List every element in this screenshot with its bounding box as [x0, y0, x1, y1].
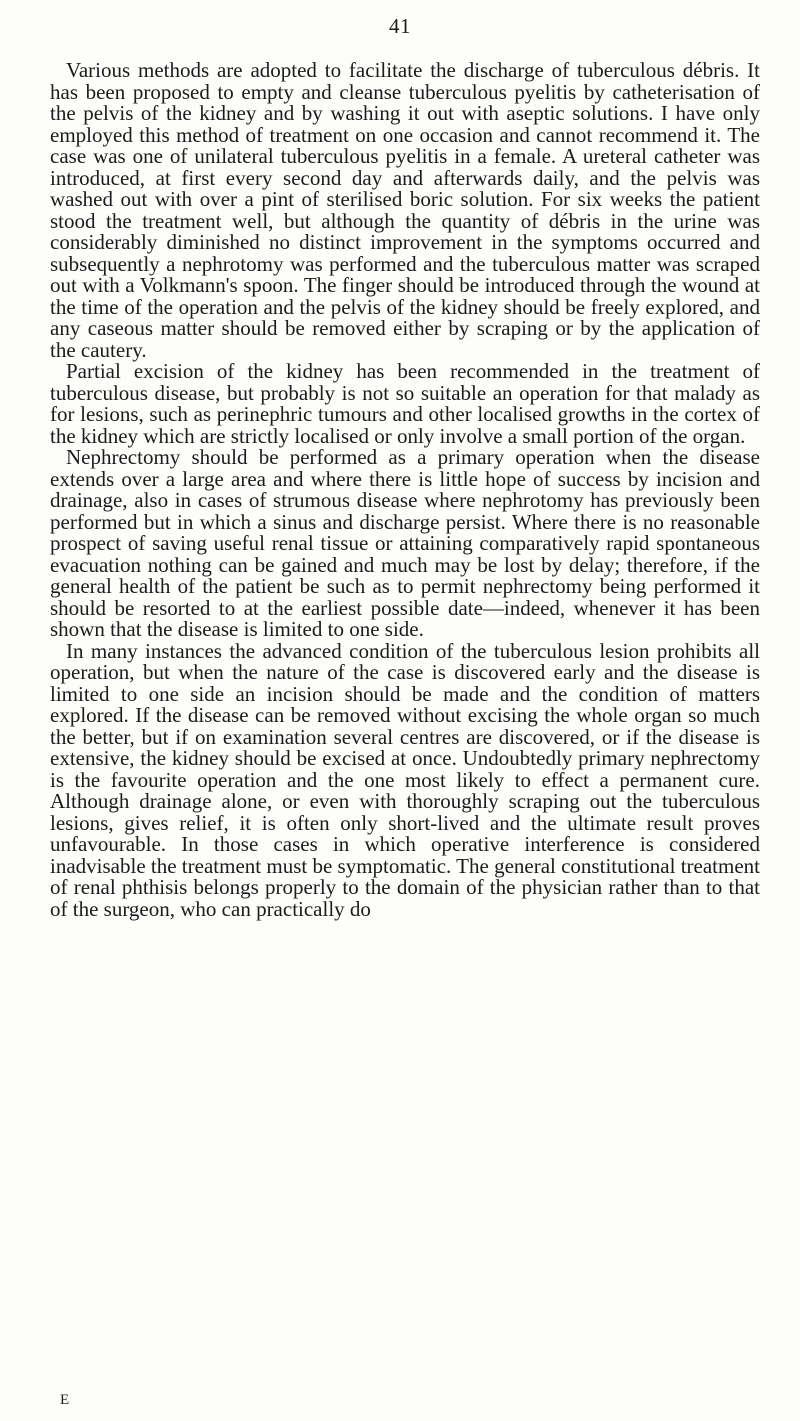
- signature-mark: E: [60, 1392, 70, 1408]
- body-text: [50, 60, 760, 920]
- paragraph-drainage-methods: Various methods are adopted to facilitate the discharge of tuberculous débris. It has been proposed to empty and cleanse tuberculous pyelitis by catheterisation of the pelvis of the kidney and by washing it out with aseptic solutions. I have only employed this method of treatment on one occasion and cannot recommend it. The case was one of unilateral tuberculous pyelitis in a female. A ureteral catheter was introduced, at first every second day and afterwards daily, and the pelvis was washed out with over a pint of sterilised boric solution. For six weeks the patient stood the treatment well, but although the quantity of débris in the urine was considerably diminished no distinct improvement in the symptoms occurred and subsequently a nephrotomy was performed and the tuberculous matter was scraped out with a Volkmann's spoon. The finger should be introduced through the wound at the time of the operation and the pelvis of the kidney should be freely explored, and any caseous matter should be removed either by scraping or by the application of the cautery.: [50, 58, 760, 362]
- page-number: 41: [389, 14, 411, 38]
- paragraph-nephrectomy: Nephrectomy should be performed as a primary operation when the disease extends over a large area and where there is little hope of success by incision and drainage, also in cases of strumous disease where nephrotomy has previously been performed but in which a sinus and discharge persist. Where there is no reasonable prospect of saving useful renal tissue or attaining comparatively rapid spontaneous evacuation nothing can be gained and much may be lost by delay; therefore, if the general health of the patient be such as to permit nephrectomy being performed it should be resorted to at the earliest possible date—indeed, whenever it has been shown that the disease is limited to one side.: [50, 445, 760, 641]
- paragraph-advanced-condition: In many instances the advanced condition of the tuberculous lesion prohibits all operation, but when the nature of the case is discovered early and the disease is limited to one side an incision should be made and the condition of matters explored. If the disease can be removed without excising the whole organ so much the better, but if on examination several centres are discovered, or if the disease is extensive, the kidney should be excised at once. Undoubtedly primary nephrectomy is the favourite operation and the one most likely to effect a permanent cure. Although drainage alone, or even with thoroughly scraping out the tuberculous lesions, gives relief, it is often only short-lived and the ultimate result proves unfavourable. In those cases in which operative interference is considered inadvisable the treatment must be symptomatic. The general constitutional treatment of renal phthisis belongs properly to the domain of the physician rather than to that of the surgeon, who can practically do: [50, 638, 760, 921]
- paragraph-partial-excision: Partial excision of the kidney has been recommended in the treatment of tuberculous disease, but probably is not so suitable an operation for that malady as for lesions, such as perinephric tumours and other localised growths in the cortex of the kidney which are strictly localised or only involve a small portion of the organ.: [50, 359, 760, 448]
